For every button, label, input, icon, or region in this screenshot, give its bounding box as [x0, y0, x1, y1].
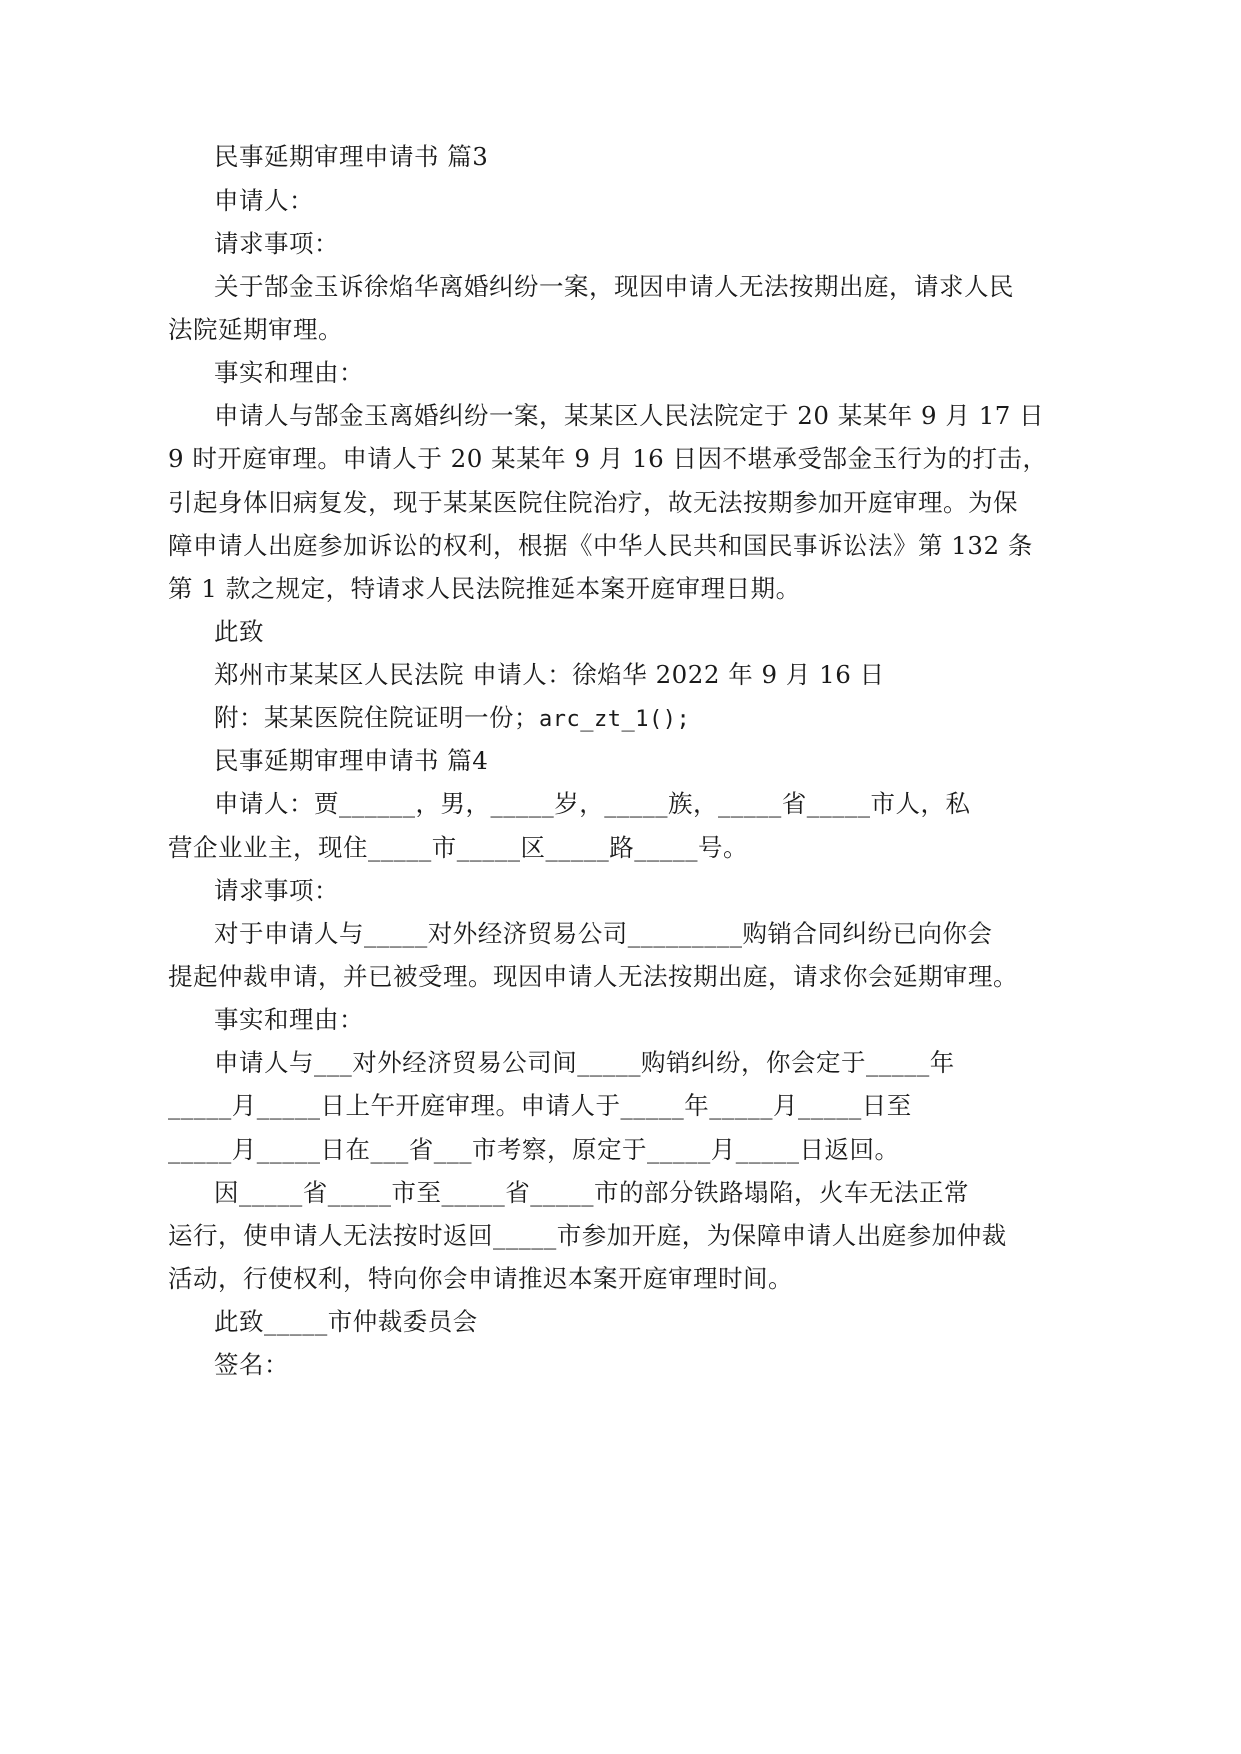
attachment-code: arc_zt_1();	[539, 707, 691, 732]
paragraph-line: 提起仲裁申请，并已被受理。现因申请人无法按期出庭，请求你会延期审理。	[168, 962, 1018, 991]
paragraph-line: 申请人与郜金玉离婚纠纷一案，某某区人民法院定于 20 某某年 9 月 17 日	[214, 401, 1045, 430]
paragraph-line: 对于申请人与_____对外经济贸易公司_________购销合同纠纷已向你会	[214, 919, 993, 948]
attachment-line	[214, 703, 690, 735]
section-title-3: 民事延期审理申请书 篇3	[214, 142, 489, 171]
paragraph-line: 第 1 款之规定，特请求人民法院推延本案开庭审理日期。	[168, 574, 801, 603]
paragraph-line: 申请人与___对外经济贸易公司间_____购销纠纷，你会定于_____年	[214, 1048, 955, 1077]
paragraph-line: 因_____省_____市至_____省_____市的部分铁路塌陷，火车无法正常	[214, 1178, 969, 1207]
paragraph-line: 引起身体旧病复发，现于某某医院住院治疗，故无法按期参加开庭审理。为保	[168, 488, 1018, 517]
signature-label: 签名：	[214, 1350, 289, 1379]
salutation: 此致	[214, 617, 264, 646]
paragraph-line: 申请人：贾______，男，_____岁，_____族，_____省_____市人，私	[214, 789, 971, 818]
paragraph-line: 障申请人出庭参加诉讼的权利，根据《中华人民共和国民事诉讼法》第 132 条	[168, 531, 1033, 560]
paragraph-line: _____月_____日上午开庭审理。申请人于_____年_____月_____日至	[168, 1091, 912, 1120]
paragraph-line: 运行，使申请人无法按时返回_____市参加开庭，为保障申请人出庭参加仲裁	[168, 1221, 1007, 1250]
paragraph-line: 法院延期审理。	[168, 315, 343, 344]
request-heading: 请求事项：	[214, 876, 339, 905]
court-and-signature: 郑州市某某区人民法院 申请人：徐焰华 2022 年 9 月 16 日	[214, 660, 885, 689]
applicant-label: 申请人：	[214, 186, 314, 215]
paragraph-line: _____月_____日在___省___市考察，原定于_____月_____日返回。	[168, 1135, 900, 1164]
paragraph-line: 9 时开庭审理。申请人于 20 某某年 9 月 16 日因不堪承受郜金玉行为的打击，	[168, 444, 1048, 473]
paragraph-line: 营企业业主，现住_____市_____区_____路_____号。	[168, 833, 748, 862]
attachment-text: 附：某某医院住院证明一份；	[214, 703, 539, 732]
facts-heading: 事实和理由：	[214, 358, 364, 387]
section-title-4: 民事延期审理申请书 篇4	[214, 746, 489, 775]
paragraph-line: 关于郜金玉诉徐焰华离婚纠纷一案，现因申请人无法按期出庭，请求人民	[214, 272, 1014, 301]
paragraph-line: 活动，行使权利，特向你会申请推迟本案开庭审理时间。	[168, 1264, 793, 1293]
request-heading: 请求事项：	[214, 229, 339, 258]
salutation: 此致_____市仲裁委员会	[214, 1307, 478, 1336]
facts-heading: 事实和理由：	[214, 1005, 364, 1034]
